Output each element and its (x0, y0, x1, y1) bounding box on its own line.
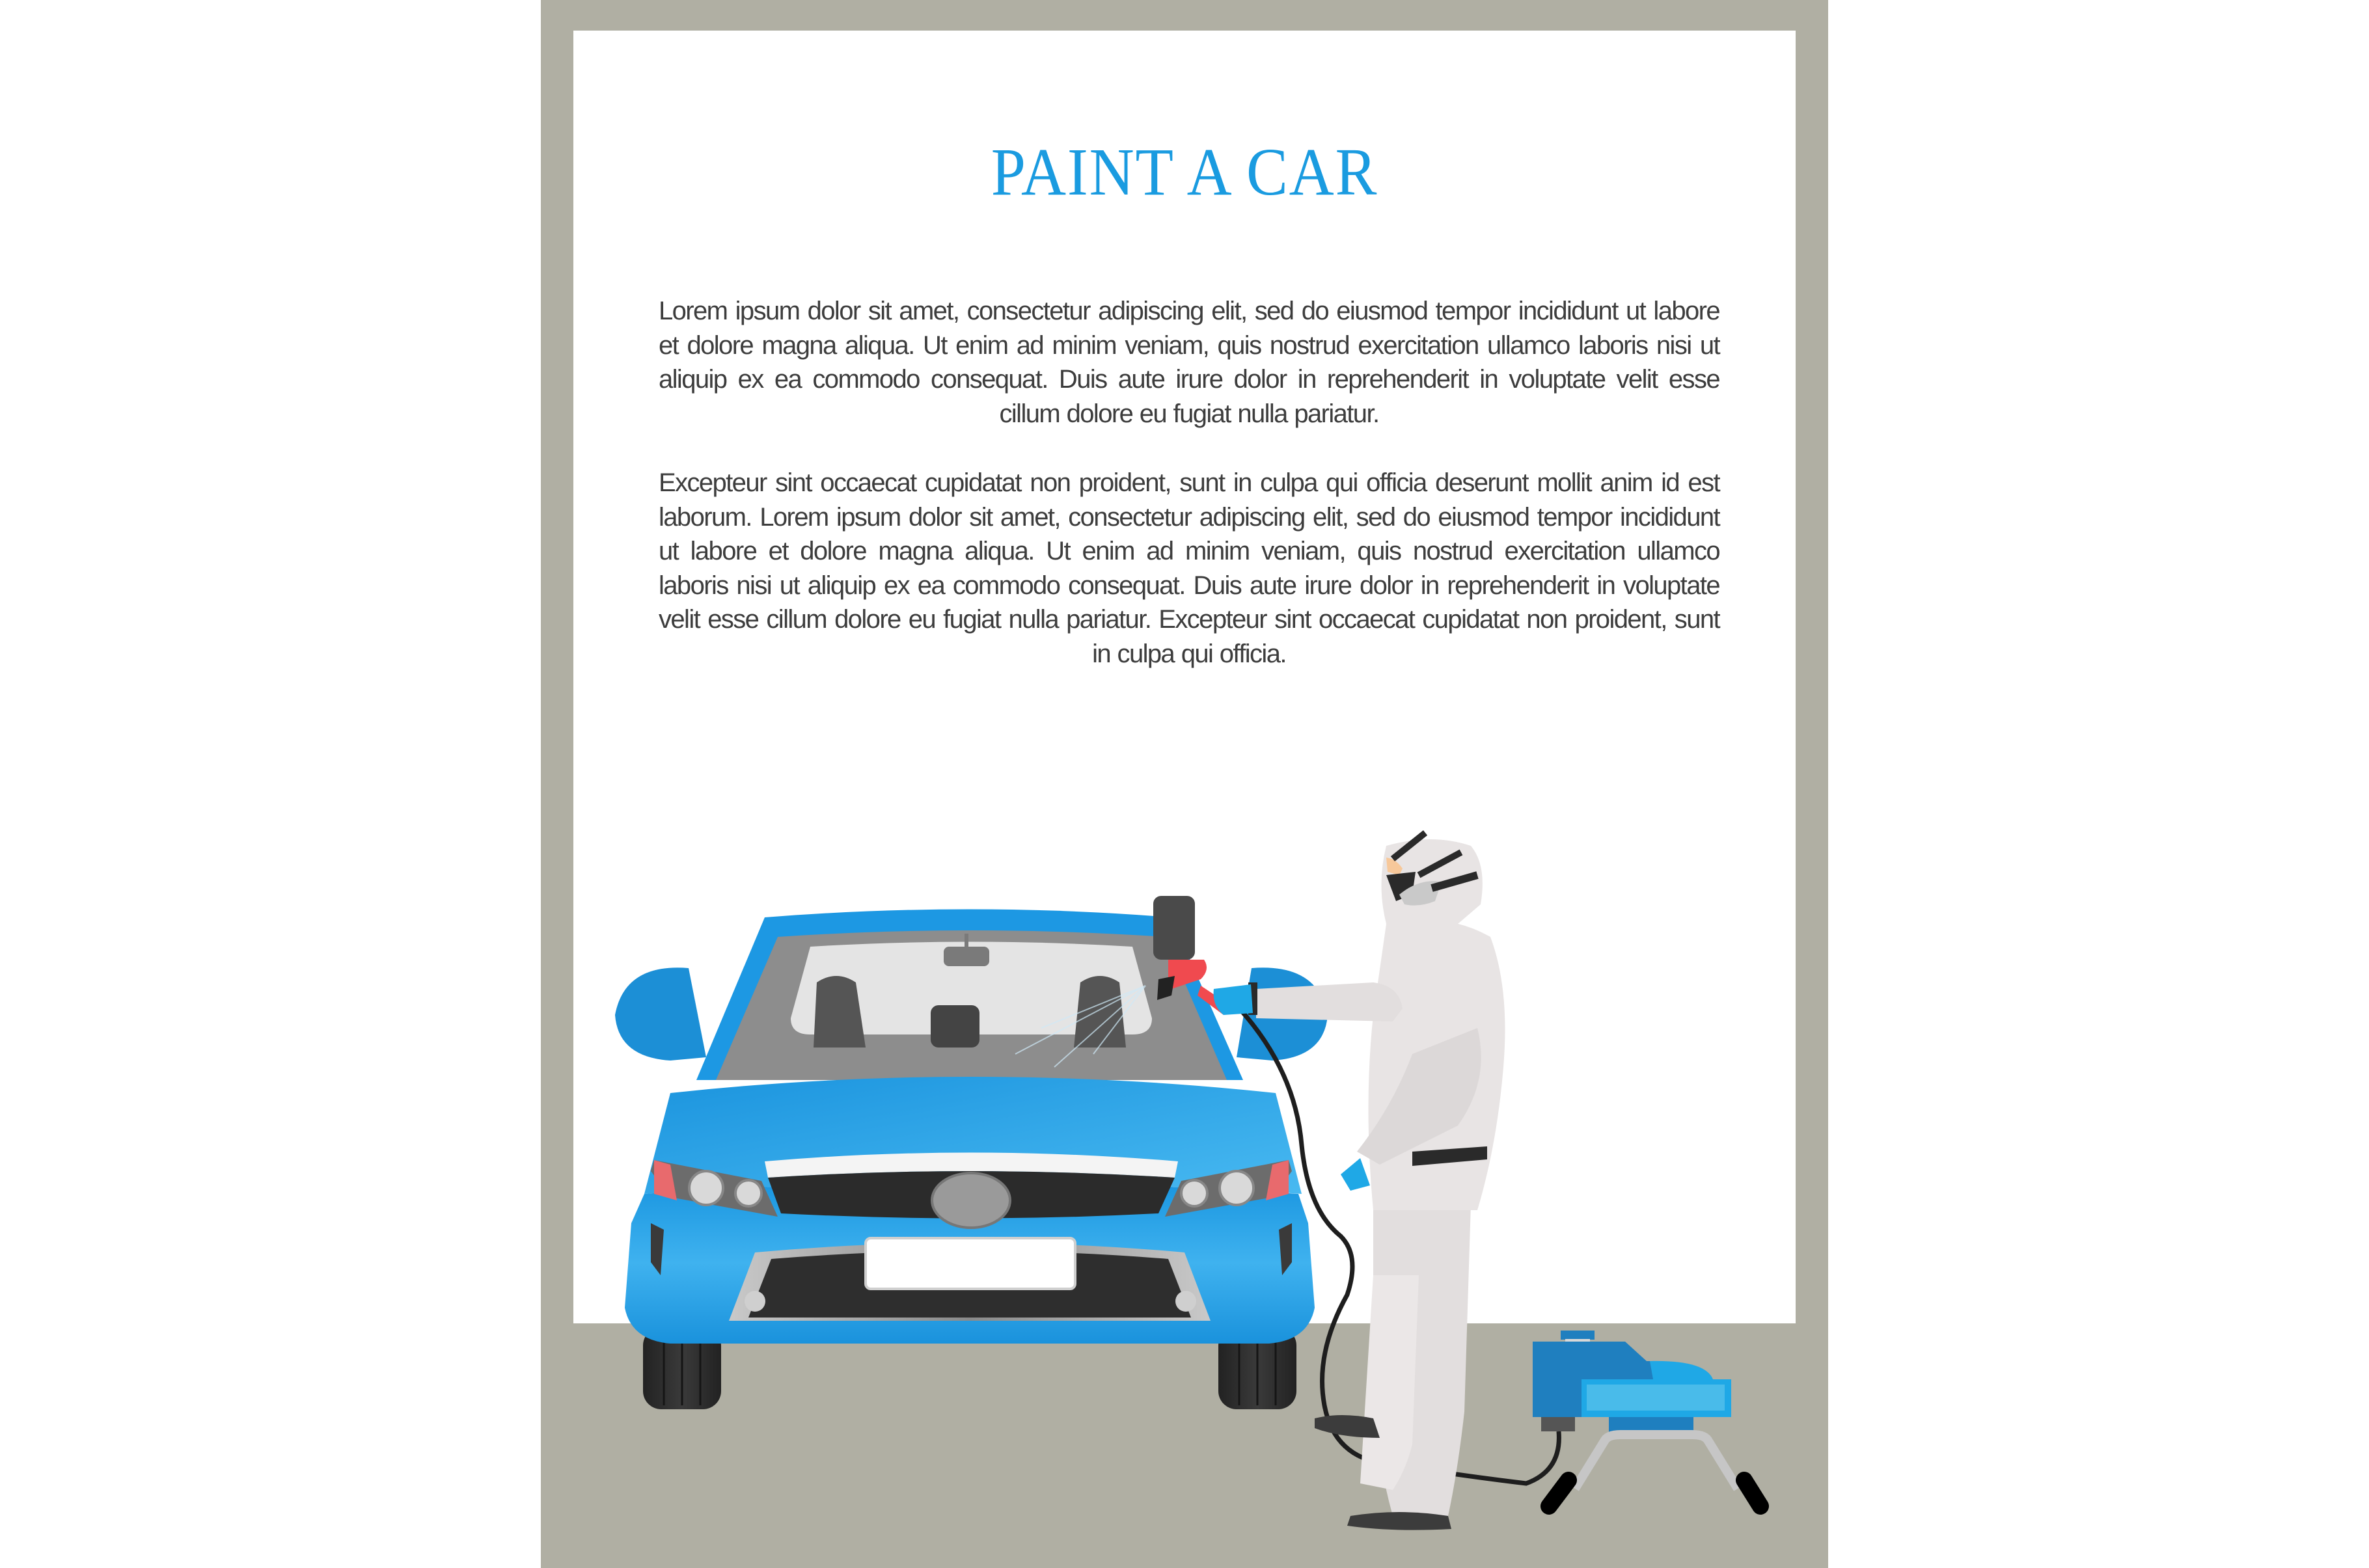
body-paragraph-1: Lorem ipsum dolor sit amet, consectetur adipiscing elit, sed do eiusmod tempor incididunt ut labore et dolore magna aliqua. Ut enim ad minim veniam, quis nostrud exercitation ullamco laboris nisi ut aliquip ex ea commodo consequat. Duis aute irure dolor in reprehenderit in voluptate velit esse cillum dolore eu fugiat nulla pariatur. (659, 297, 1719, 428)
poster-title: PAINT A CAR (991, 135, 1378, 210)
body-paragraph-2: Excepteur sint occaecat cupidatat non proident, sunt in culpa qui officia deserunt mollit anim id est laborum. Lorem ipsum dolor sit amet, consectetur adipiscing elit, sed do eiusmod tempor incididunt ut labore et dolore magna aliqua. Ut enim ad minim veniam, quis nostrud exercitation ullamco laboris nisi ut aliquip ex ea commodo consequat. Duis aute irure dolor in reprehenderit in voluptate velit esse cillum dolore eu fugiat nulla pariatur. Excepteur sint occaecat cupidatat non proident, sunt in culpa qui officia. (659, 468, 1719, 668)
poster-panel (573, 31, 1796, 1323)
